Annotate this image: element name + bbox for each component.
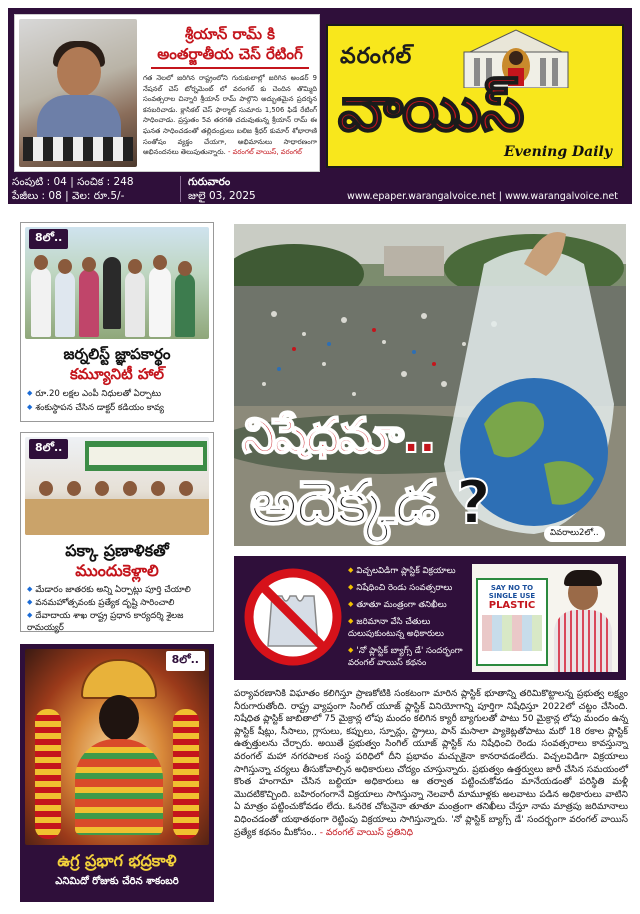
card3-title-line2: ఎనిమిదో రోజుకు చేరిన శాకంబరి bbox=[55, 876, 179, 887]
headline-line1: నిషేధమా.. bbox=[242, 408, 435, 464]
official-with-sign-photo bbox=[472, 564, 618, 672]
teaser-rule bbox=[151, 67, 309, 69]
card1-bullet: ◆ రూ.20 లక్షల ఎంపీ నిధులతో ఏర్పాటు bbox=[27, 387, 209, 400]
issue-volume: సంపుటి : 04 | సంచిక : 248 bbox=[12, 176, 134, 188]
issue-strip bbox=[8, 174, 632, 204]
article-body: పర్యావరణానికి విఘాతం కలిగిస్తూ ప్రాణకోటికి సంకటంగా మారిన ప్లాస్టిక్ భూతాన్ని తరిమికొట్టాలన్న ప్రభుత్వ లక్ష్యం నీరుగారుతోంది. రాష్ట్ర వ్యాప్తంగా సింగిల్ యూజ్ ప్లాస్టిక్ వినియోగాన్ని పూర్తిగా నిషేధిస్తూ 2022లో చట్టం చేసింది. నిషేధిత ప్లాస్టిక్ జాబితాలో 75 మైక్రాన్ల లోపు మందం కలిగిన క్యారీ బ్యాగులతో పాటు 50 మైక్రాన్ల లోపు మందం ఉన్న ప్లాస్టిక్ షీట్లు, సీసాలు, గ్లాసులు, కప్పులు, స్పూన్లు, స్ట్రాలు, పాన్ మసాలా ప్యాకెట్లతోపాటు మరో 18 రకాల ప్లాస్టిక్ ఉత్పత్తులను చేర్చారు. అయితే ప్రభుత్వం సింగిల్ యూజ్ ప్లాస్టిక్ ను నిషేధించి రెండు సంవత్సరాలు కావస్తున్నా వరంగల్ మహా నగరపాలక సంస్థ పరిధిలో దీని ప్రభావం మచ్చుకైనా కానరావడంలేదు. విచ్చలవిడిగా విక్రయాలు సాగిస్తున్నా చర్యలు తీసుకోవాల్సిన అధికారులు చోద్యం చూస్తున్నారు. ప్రభుత్వం ఉత్తర్వులు జారీ చేసిన సమయంలో కొంత హంగామా చేసిన బల్దియా అధికారులు ఆ తర్వాత పట్టించుకోవడం మానేయడంతో పరిస్థితి మళ్లీ మొదటికొచ్చింది. బహిరంగంగానే విక్రయాలు సాగిస్తున్నా నెలవారీ మామూళ్లకు అలవాటు పడిన అధికారులు వాటిని ఏ మాత్రం పట్టించుకోవడం లేదు. ఓనరెక చోటనైనా తూతూ మంత్రంగా తనిఖీలు చేస్తూ నామ మాత్రపు జరిమానాలు విధించడంతో యథాతథంగా రెట్టింపు విక్రయాలు సాగిస్తున్నారు. 'నో ప్లాస్టిక్ బ్యాగ్స్ డే' సందర్భంగా వరంగల్ వాయిస్ ప్రత్యేక కథనం మీకోసం.. bbox=[234, 689, 628, 838]
highlight-item: ◆ విచ్చలవిడిగా ప్లాస్టిక్ విక్రయాలు bbox=[348, 564, 466, 577]
card2-bullet: ◆ దేవాదాయ శాఖ రాష్ట్ర ప్రధాన కార్యదర్శి శైలజ రామయ్యర్ bbox=[27, 609, 209, 634]
highlights-band bbox=[234, 556, 626, 680]
card3-title-line1: ఉగ్ర ప్రభాగ భద్రకాళి bbox=[57, 851, 177, 870]
issue-divider bbox=[180, 176, 181, 202]
highlight-item: ◆ జరిమానా వేసి చేతులు దులుపుకుంటున్న అధికారులు bbox=[348, 615, 466, 640]
newspaper-logo[interactable] bbox=[326, 24, 624, 168]
sign-line3: PLASTIC bbox=[488, 600, 536, 611]
story-card-bhadrakali[interactable] bbox=[20, 644, 214, 902]
card3-page-badge: 8లో.. bbox=[166, 651, 205, 671]
logo-small-text: వరంగల్ bbox=[340, 44, 413, 69]
card1-title-line1: జర్నలిస్ట్ జ్ఞాపకార్థం bbox=[63, 345, 171, 363]
card1-page-badge: 8లో.. bbox=[29, 229, 68, 249]
card2-title-line1: పక్కా ప్రణాళికతో bbox=[65, 541, 169, 560]
highlight-item: ◆ 'నో ప్లాస్టిక్ బ్యాగ్స్ డే' సందర్భంగా వరంగల్ వాయిస్ కథనం bbox=[348, 644, 466, 669]
card1-title-line2: కమ్యూనిటీ హాల్ bbox=[69, 365, 165, 383]
details-page-tag[interactable]: వివరాలు2లో.. bbox=[544, 526, 605, 542]
story-card-medaram-planning[interactable] bbox=[20, 432, 214, 632]
teaser-signature: - వరంగల్ వాయిస్, వరంగల్ bbox=[227, 148, 302, 157]
no-plastic-bag-icon bbox=[242, 566, 344, 668]
teaser-photo bbox=[19, 19, 137, 167]
teaser-title-line2: అంతర్జాతీయ చెస్ రేటింగ్ bbox=[157, 45, 303, 63]
website-links[interactable]: www.epaper.warangalvoice.net | www.warangalvoice.net bbox=[347, 191, 618, 202]
story-card-community-hall[interactable] bbox=[20, 222, 214, 422]
issue-date: జులై 03, 2025 bbox=[188, 190, 256, 202]
article-signature: - వరంగల్ వాయిస్ ప్రతినిధి bbox=[319, 827, 413, 838]
sign-line1: SAY NO TO bbox=[490, 584, 534, 592]
sign-line2: SINGLE USE bbox=[488, 592, 536, 600]
headline-line2: అదెక్కడ ? bbox=[250, 468, 489, 538]
goddess-photo bbox=[25, 649, 209, 845]
teaser-body bbox=[143, 73, 317, 158]
main-article bbox=[234, 688, 628, 839]
highlight-item: ◆ నిషేధించి రెండు సంవత్సరాలు bbox=[348, 581, 466, 594]
teaser-title-line1: శ్రీయాన్ రామ్ కి bbox=[184, 25, 275, 43]
card2-bullet: ◆ వనమహోత్సవంకు ప్రత్యేక దృష్టి సారించాలి bbox=[27, 596, 209, 609]
card2-page-badge: 8లో.. bbox=[29, 439, 68, 459]
highlights-list bbox=[348, 564, 466, 673]
masthead bbox=[8, 8, 632, 204]
teaser-body-text: గత నెలలో జరిగిన రాష్ట్రంలోని గురుకులాల్లో జరిగిన అండర్ 9 నేషనల్ చెస్ టోర్నమెంట్ లో వరంగల్ కు చెందిన తొమ్మిది సంవత్సరాల చిన్నారి శ్రీయాన్ రామ్ పాల్గొని అద్భుతమైన ప్రదర్శన కనబరిచాడు. క్లాసికల్ చెస్ ఫార్మాట్ సుమారు 1,506 ఫిడే రేటింగ్ సాధించాడు. ప్రస్తుతం 5వ తరగతి చదువుతున్న శ్రీయాన్ రామ్ ఈ ఘనత సాధించడంతో తల్లిదండ్రులు బలిజ శ్రీధర్ కుమార్ శోభారాణి సంతోషం వ్యక్తం చేయగా, అభిమానులు సాధారణంగా అభినందనలు తెలుపుతున్నారు. bbox=[143, 74, 317, 157]
no-plastic-sign bbox=[476, 578, 548, 666]
card1-bullet: ◆ శంకుస్థాపన చేసిన డాక్టర్ కడియం కావ్య bbox=[27, 401, 209, 414]
logo-big-text: వాయిస్ bbox=[338, 72, 524, 145]
logo-tagline: Evening Daily bbox=[503, 144, 612, 160]
card2-bullet: ◆ మేడారం జాతరకు అన్ని ఏర్పాట్లు పూర్తి చేయాలి bbox=[27, 583, 209, 596]
sign-graphics bbox=[482, 615, 542, 651]
issue-pages-price: పేజీలు : 08 | వెల: రూ.5/- bbox=[12, 190, 125, 202]
highlight-item: ◆ తూతూ మంత్రంగా తనిఖీలు bbox=[348, 598, 466, 611]
issue-weekday: గురువారం bbox=[188, 176, 231, 188]
card2-title-line2: ముందుకెళ్లాలి bbox=[75, 561, 159, 580]
teaser-box[interactable] bbox=[14, 14, 320, 172]
